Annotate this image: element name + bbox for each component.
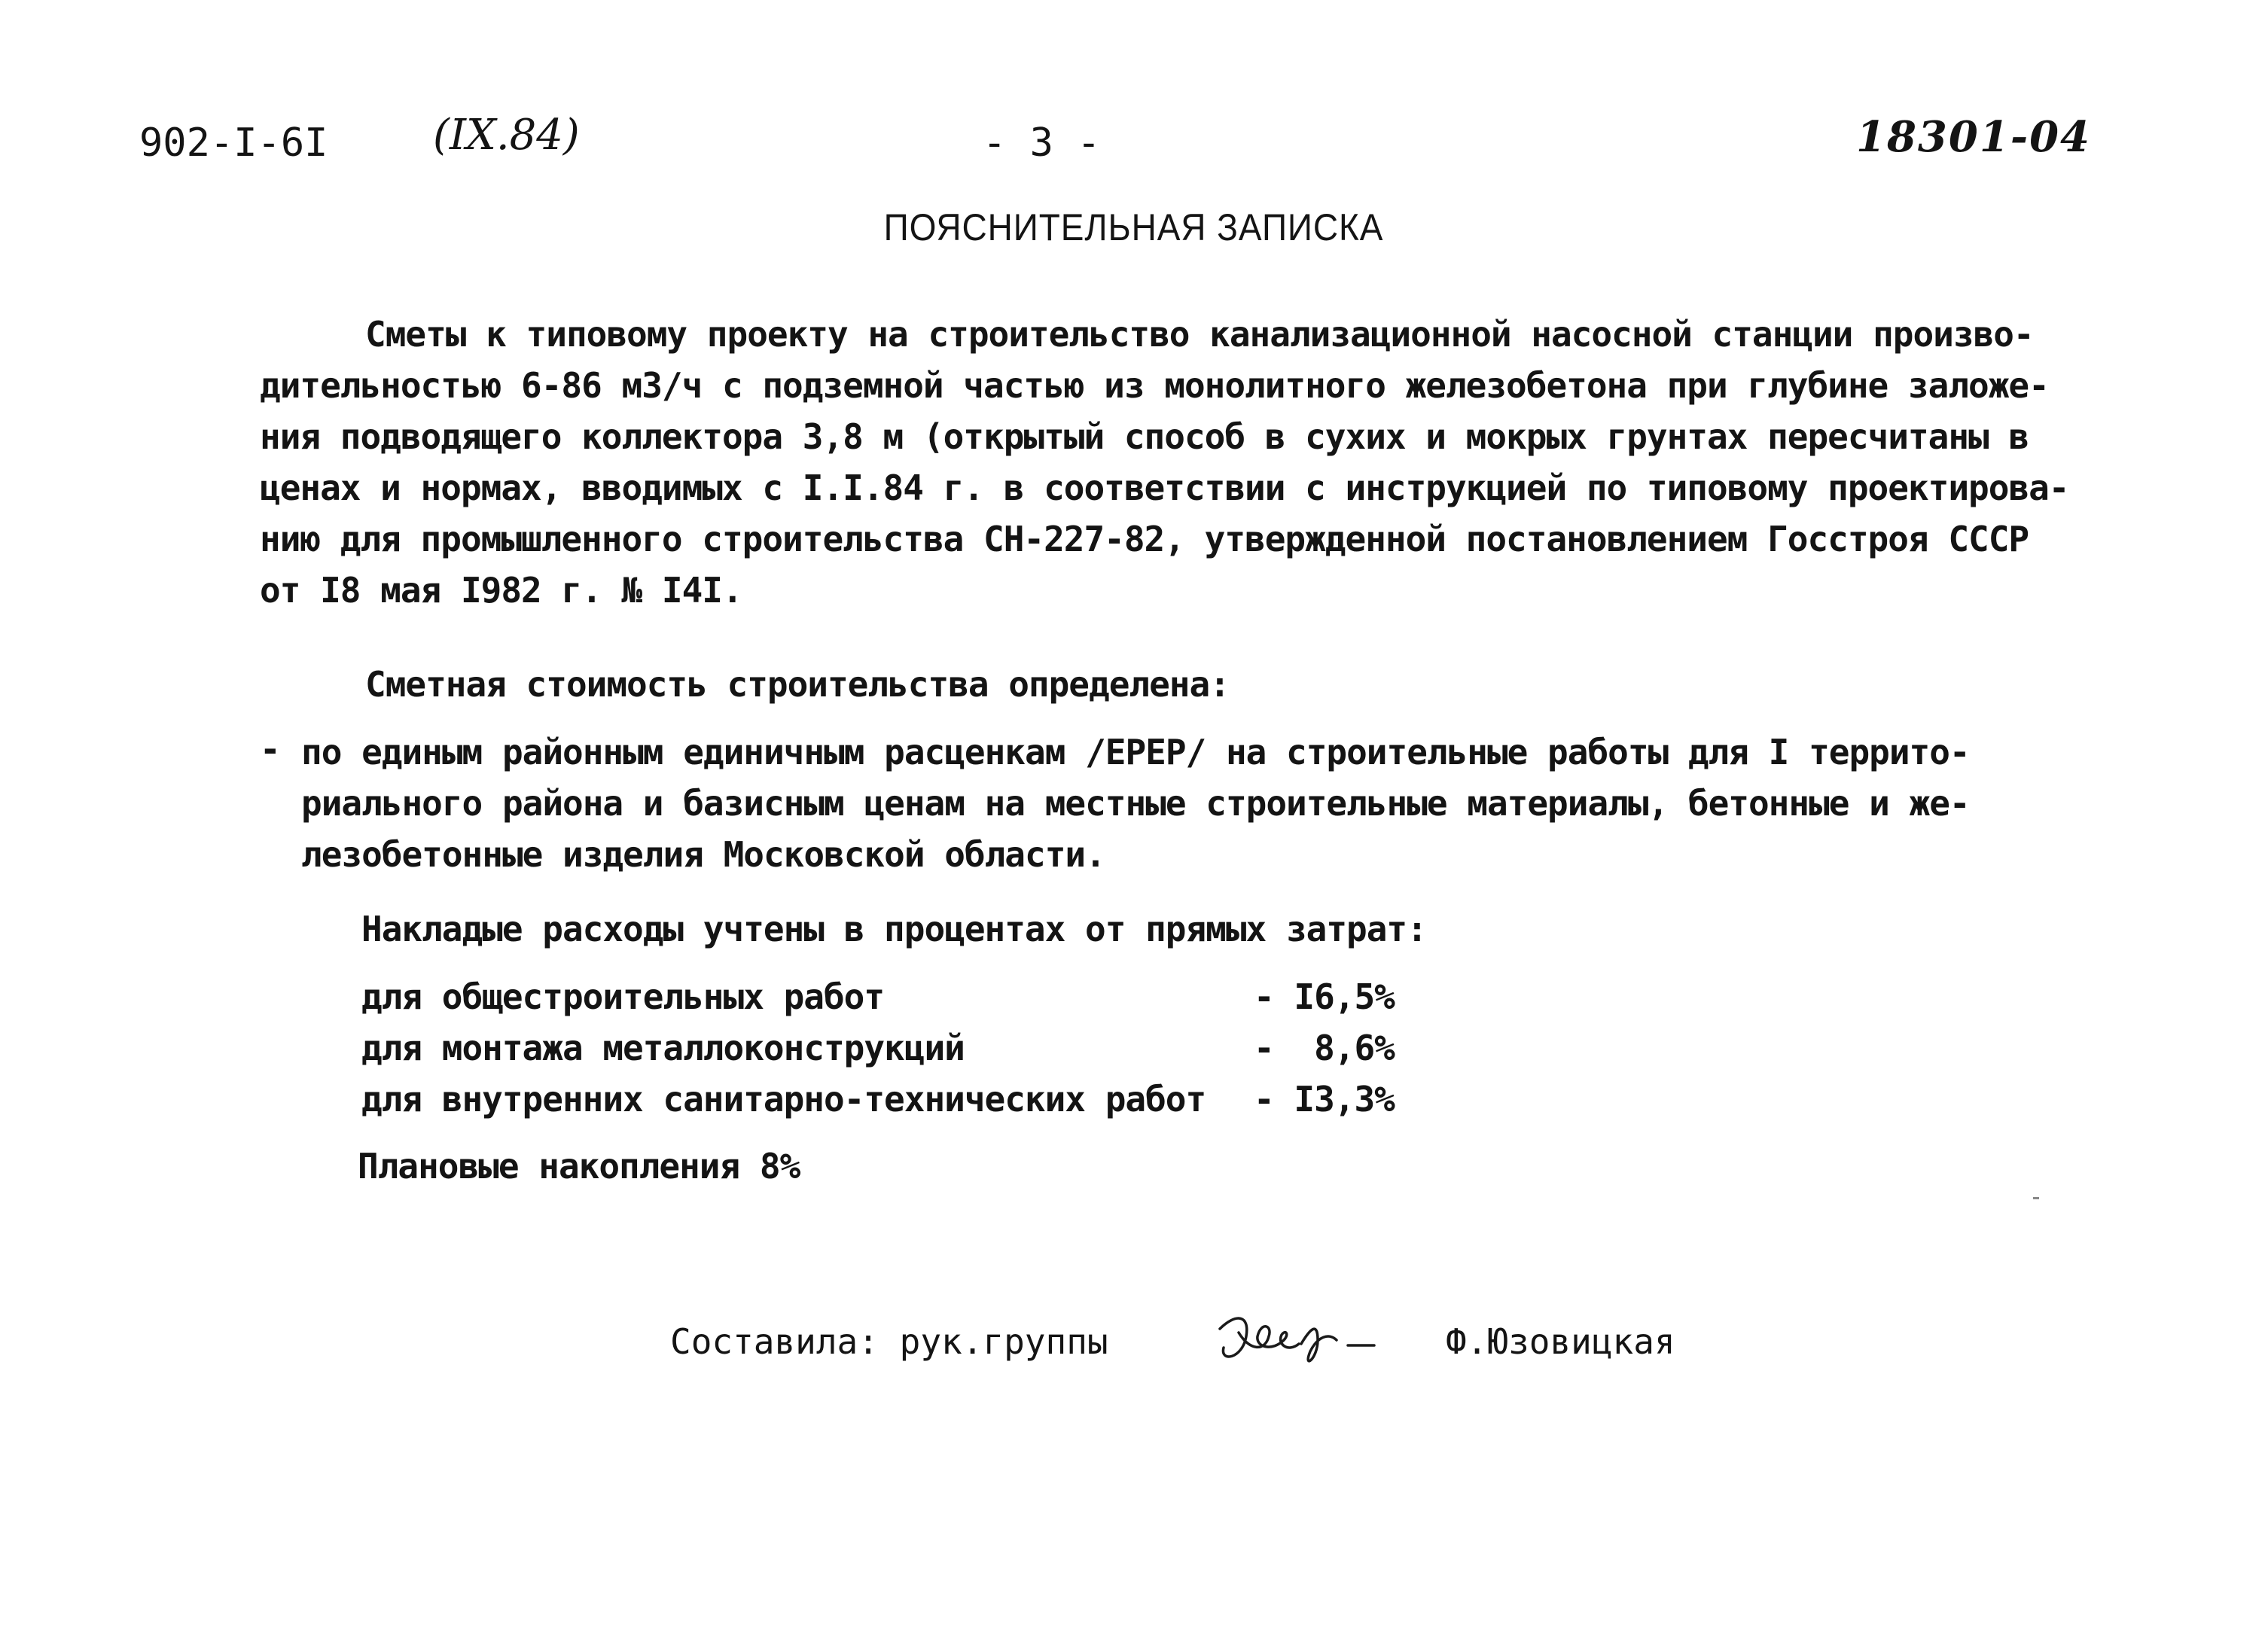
page-title: ПОЯСНИТЕЛЬНАЯ ЗАПИСКА bbox=[883, 206, 1384, 248]
signature-name: Ф.Юзовицкая bbox=[1446, 1321, 1675, 1362]
cost-heading: Сметная стоимость строительства определена: bbox=[365, 664, 1230, 705]
intro-line: ценах и нормах, вводимых с I.I.84 г. в соответствии с инструкцией по типовому проектирова- bbox=[260, 468, 2069, 508]
page-number: - 3 - bbox=[983, 120, 1101, 166]
overhead-row-label: для внутренних санитарно-технических работ bbox=[361, 1079, 1206, 1120]
overhead-row-label: для монтажа металлоконструкций bbox=[361, 1028, 965, 1068]
overhead-row-value: - 8,6% bbox=[1254, 1028, 1395, 1068]
bullet-text bbox=[301, 727, 1970, 880]
date-code: (IX.84) bbox=[433, 111, 580, 160]
sheet-code: 18301-04 bbox=[1856, 112, 2091, 162]
intro-line: Сметы к типовому проекту на строительство канализационной насосной станции произво- bbox=[365, 314, 2034, 355]
bullet-line: лезобетонные изделия Московской области. bbox=[301, 834, 1105, 875]
bullet-line: по единым районным единичным расценкам /ЕРЕР/ на строительные работы для I террито- bbox=[301, 732, 1970, 772]
overhead-row-label: для общестроительных работ bbox=[361, 976, 885, 1017]
intro-paragraph bbox=[260, 309, 2157, 616]
overhead-row-value: - I6,5% bbox=[1254, 976, 1395, 1017]
doc-code: 902-I-6I bbox=[139, 120, 328, 166]
bullet-line: риального района и базисным ценам на местные строительные материалы, бетонные и же- bbox=[301, 783, 1970, 824]
handwritten-signature bbox=[1205, 1306, 1385, 1374]
scan-speck bbox=[2033, 1197, 2039, 1199]
intro-line: ния подводящего коллектора 3,8 м (открытый способ в сухих и мокрых грунтах пересчитаны в bbox=[260, 416, 2029, 457]
planned-savings: Плановые накопления 8% bbox=[358, 1146, 800, 1187]
overhead-heading: Накладые расходы учтены в процентах от прямых затрат: bbox=[361, 909, 1427, 949]
overhead-row-value: - I3,3% bbox=[1254, 1079, 1395, 1120]
intro-line: от I8 мая I982 г. № I4I. bbox=[260, 570, 742, 611]
bullet-dash: - bbox=[260, 729, 281, 769]
signature-prefix: Составила: рук.группы bbox=[670, 1321, 1108, 1362]
intro-line: нию для промышленного строительства СН-227-82, утвержденной постановлением Госстроя СССР bbox=[260, 519, 2029, 559]
intro-line: дительностью 6-86 м3/ч с подземной частью из монолитного железобетона при глубине заложе- bbox=[260, 365, 2049, 406]
